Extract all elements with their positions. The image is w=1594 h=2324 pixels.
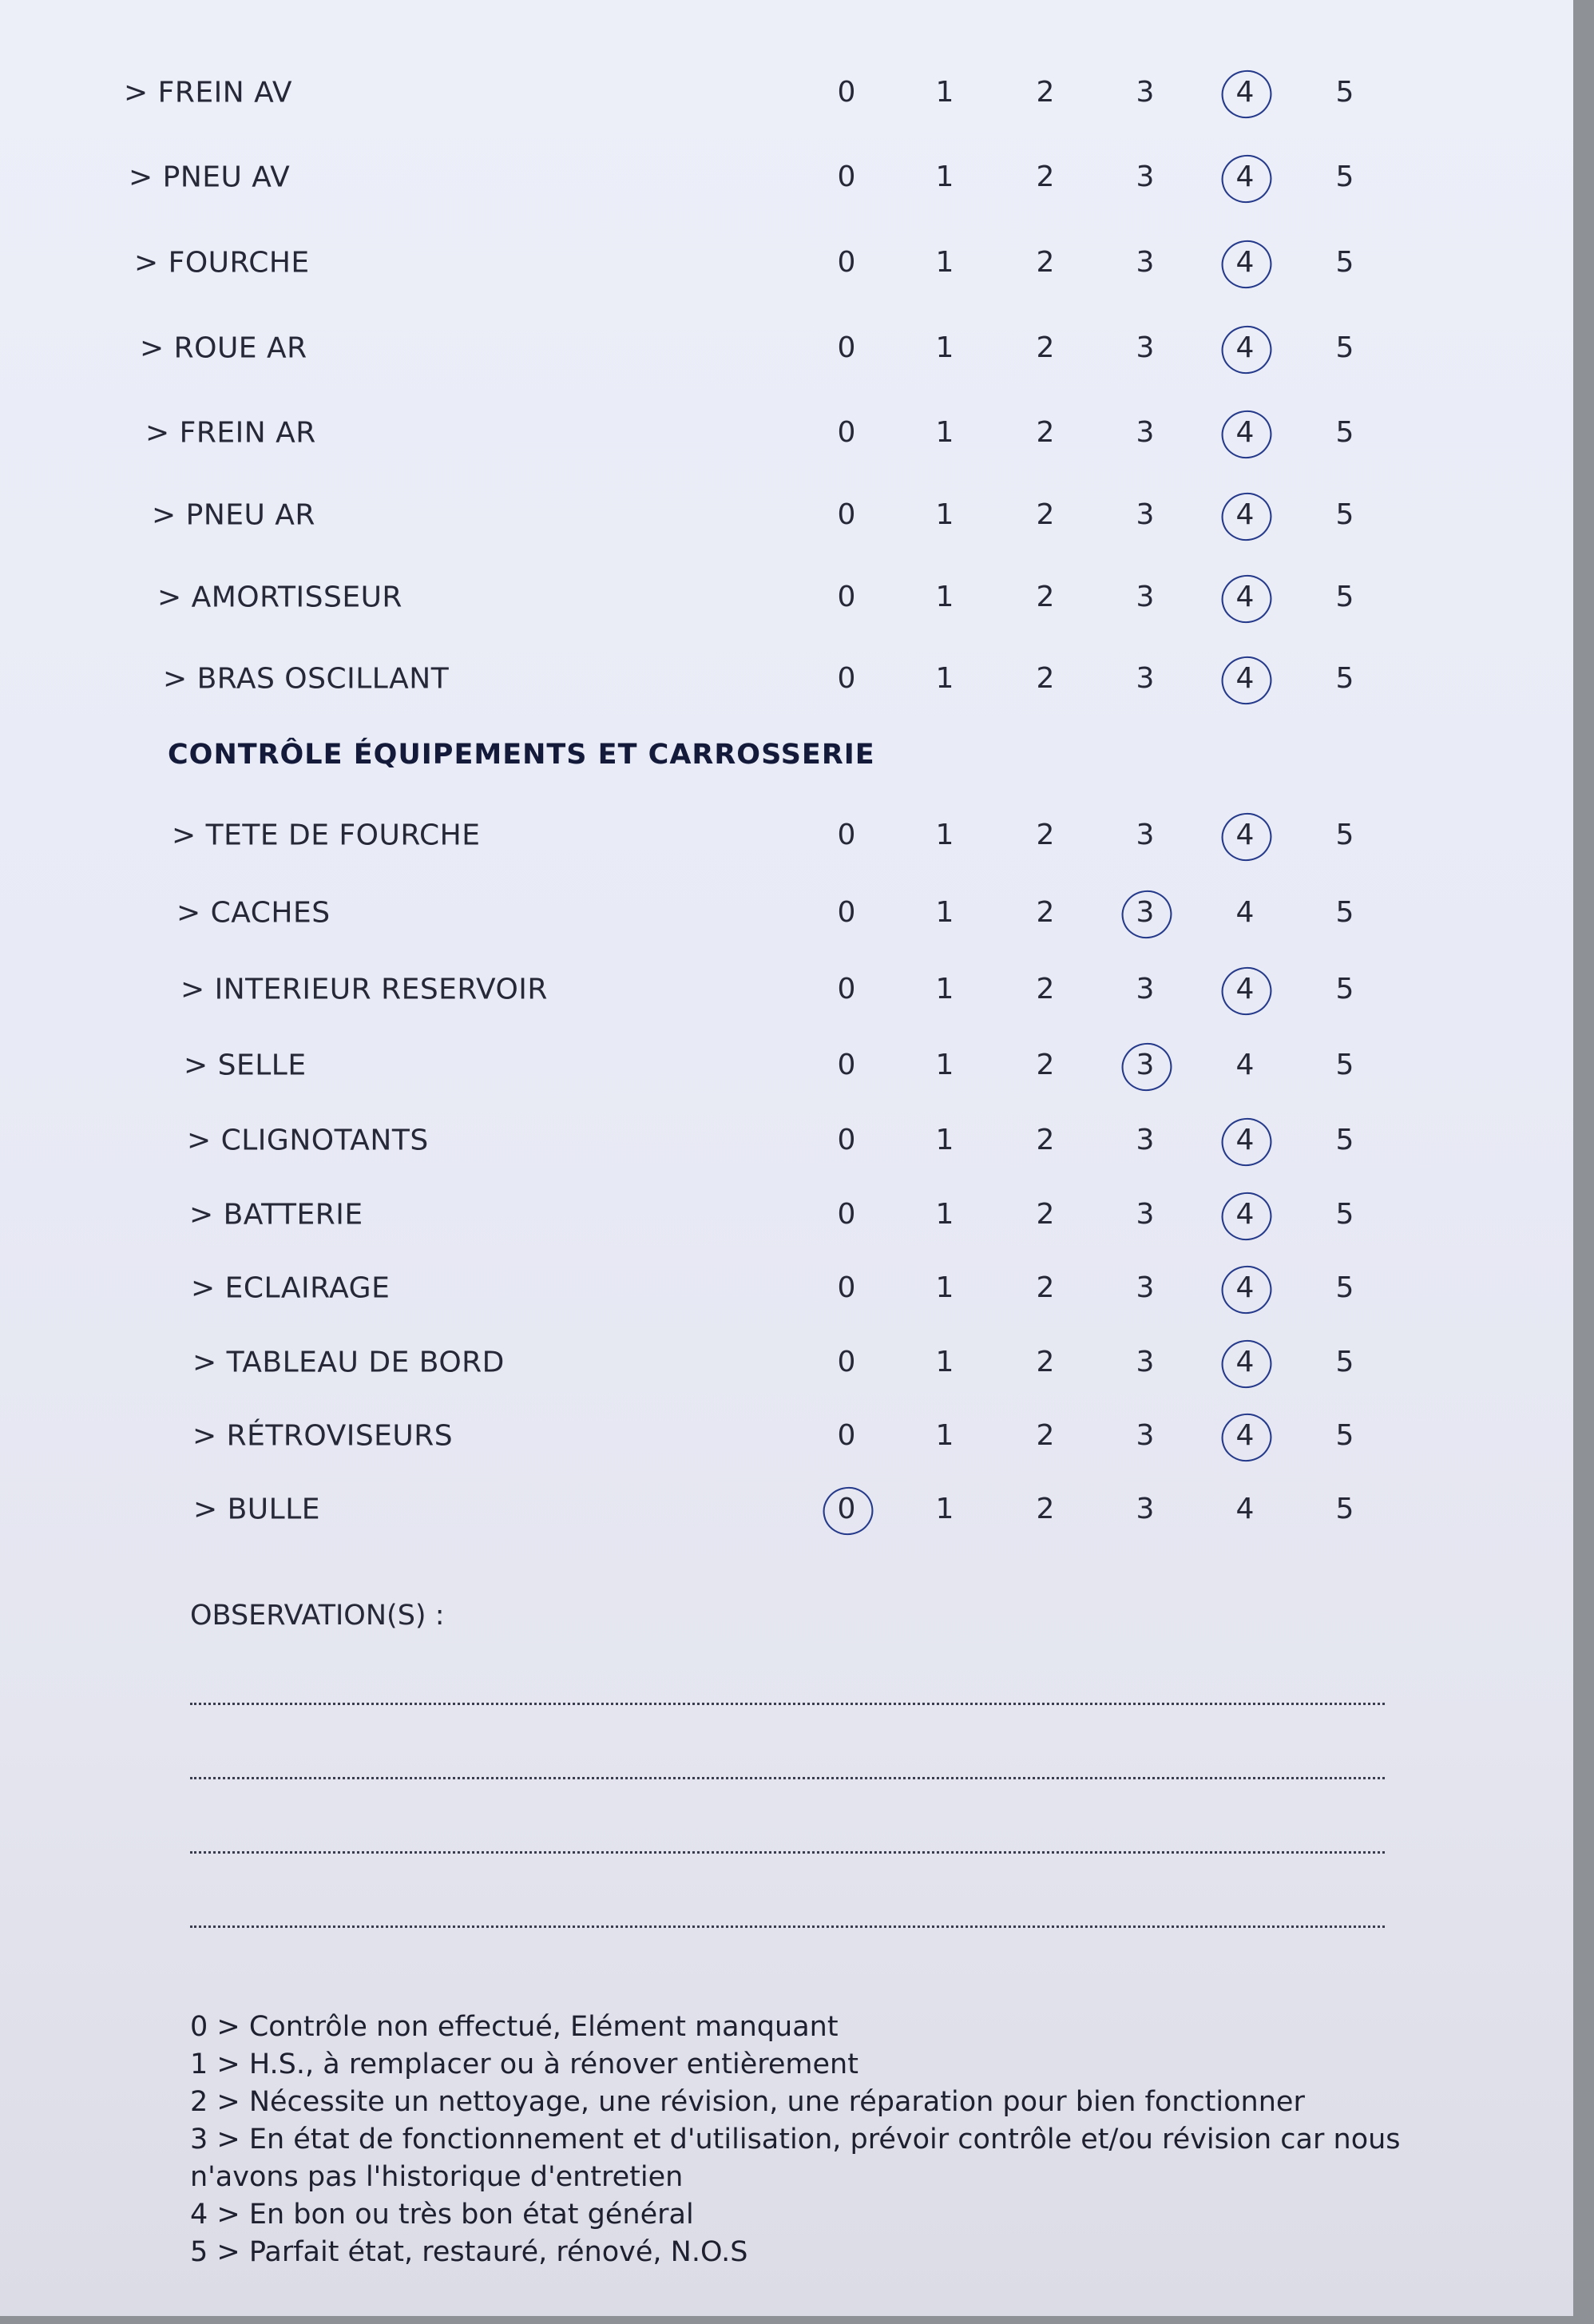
score-option-4[interactable]: 4 [1235, 1493, 1255, 1525]
legend-line: 4 > En bon ou très bon état général [190, 2199, 694, 2231]
inspection-row [0, 401, 1573, 465]
observation-line-3[interactable] [190, 1851, 1385, 1854]
inspection-row [0, 61, 1573, 125]
inspection-row [0, 1183, 1573, 1247]
row-label: > SELLE [184, 1049, 307, 1082]
score-option-3[interactable]: 3 [1136, 1346, 1155, 1378]
score-option-3[interactable]: 3 [1136, 1271, 1155, 1304]
inspection-row [0, 1108, 1573, 1172]
legend-line: 5 > Parfait état, restauré, rénové, N.O.S [190, 2236, 748, 2268]
score-option-4[interactable]: 4 [1221, 1412, 1269, 1460]
row-label: > CLIGNOTANTS [187, 1124, 429, 1157]
score-option-0[interactable]: 0 [837, 1419, 856, 1452]
score-option-5[interactable]: 5 [1335, 973, 1354, 1005]
score-option-0[interactable]: 0 [837, 819, 856, 851]
observations-label: OBSERVATION(S) : [190, 1600, 445, 1632]
score-option-3[interactable]: 3 [1136, 581, 1155, 613]
score-option-1[interactable]: 1 [935, 973, 954, 1005]
score-option-1[interactable]: 1 [935, 498, 954, 531]
legend-line: 1 > H.S., à remplacer ou à rénover entièrement [190, 2048, 858, 2080]
score-option-1[interactable]: 1 [935, 581, 954, 613]
score-option-5[interactable]: 5 [1335, 1198, 1354, 1231]
score-option-3[interactable]: 3 [1136, 416, 1155, 449]
score-option-4[interactable]: 4 [1235, 896, 1255, 929]
inspection-row [0, 316, 1573, 380]
legend-line: n'avons pas l'historique d'entretien [190, 2161, 684, 2193]
score-option-5[interactable]: 5 [1335, 896, 1354, 929]
score-option-3[interactable]: 3 [1121, 889, 1169, 937]
score-option-2[interactable]: 2 [1036, 1271, 1055, 1304]
row-label: > RÉTROVISEURS [192, 1419, 454, 1453]
score-option-3[interactable]: 3 [1136, 819, 1155, 851]
row-label: > PNEU AV [129, 161, 291, 194]
score-option-4[interactable]: 4 [1221, 239, 1269, 287]
score-option-2[interactable]: 2 [1036, 416, 1055, 449]
score-option-2[interactable]: 2 [1036, 161, 1055, 193]
inspection-row [0, 647, 1573, 711]
score-legend [190, 2009, 1436, 2271]
score-option-4[interactable]: 4 [1221, 1191, 1269, 1239]
row-label: > AMORTISSEUR [157, 581, 402, 614]
score-option-4[interactable]: 4 [1221, 1338, 1269, 1386]
observation-line-1[interactable] [190, 1703, 1385, 1705]
score-option-5[interactable]: 5 [1335, 819, 1354, 851]
score-option-4[interactable]: 4 [1221, 966, 1269, 1013]
row-label: > PNEU AR [152, 498, 315, 532]
score-option-0[interactable]: 0 [823, 1485, 870, 1533]
score-option-2[interactable]: 2 [1036, 1198, 1055, 1231]
score-option-5[interactable]: 5 [1335, 246, 1354, 279]
score-option-1[interactable]: 1 [935, 1493, 954, 1525]
score-option-5[interactable]: 5 [1335, 1049, 1354, 1081]
score-option-3[interactable]: 3 [1136, 76, 1155, 109]
row-label: > TABLEAU DE BORD [192, 1346, 505, 1379]
score-option-5[interactable]: 5 [1335, 662, 1354, 695]
score-option-3[interactable]: 3 [1136, 161, 1155, 193]
score-option-1[interactable]: 1 [935, 896, 954, 929]
score-option-3[interactable]: 3 [1136, 662, 1155, 695]
score-option-1[interactable]: 1 [935, 1124, 954, 1156]
score-option-3[interactable]: 3 [1136, 1493, 1155, 1525]
inspection-row [0, 1256, 1573, 1320]
score-option-1[interactable]: 1 [935, 1419, 954, 1452]
row-label: > INTERIEUR RESERVOIR [180, 973, 548, 1006]
score-option-3[interactable]: 3 [1136, 246, 1155, 279]
score-option-0[interactable]: 0 [837, 1271, 856, 1304]
score-option-2[interactable]: 2 [1036, 1493, 1055, 1525]
score-option-3[interactable]: 3 [1136, 1198, 1155, 1231]
score-option-2[interactable]: 2 [1036, 896, 1055, 929]
score-option-3[interactable]: 3 [1136, 498, 1155, 531]
inspection-row [0, 1331, 1573, 1394]
score-option-5[interactable]: 5 [1335, 1493, 1354, 1525]
score-option-0[interactable]: 0 [837, 581, 856, 613]
inspection-row [0, 1033, 1573, 1097]
score-option-2[interactable]: 2 [1036, 1124, 1055, 1156]
score-option-2[interactable]: 2 [1036, 331, 1055, 364]
score-option-0[interactable]: 0 [837, 1198, 856, 1231]
score-option-5[interactable]: 5 [1335, 416, 1354, 449]
score-option-4[interactable]: 4 [1221, 69, 1269, 117]
row-label: > FREIN AR [145, 416, 316, 450]
score-option-2[interactable]: 2 [1036, 662, 1055, 695]
score-option-4[interactable]: 4 [1235, 1049, 1255, 1081]
score-option-3[interactable]: 3 [1136, 1124, 1155, 1156]
score-option-0[interactable]: 0 [837, 1346, 856, 1378]
score-option-4[interactable]: 4 [1221, 409, 1269, 457]
score-option-5[interactable]: 5 [1335, 76, 1354, 109]
inspection-row [0, 881, 1573, 945]
score-option-1[interactable]: 1 [935, 246, 954, 279]
section-title: CONTRÔLE ÉQUIPEMENTS ET CARROSSERIE [168, 739, 875, 771]
row-label: > CACHES [176, 896, 331, 930]
inspection-row [0, 1404, 1573, 1468]
score-option-2[interactable]: 2 [1036, 76, 1055, 109]
score-option-0[interactable]: 0 [837, 1049, 856, 1081]
legend-line: 0 > Contrôle non effectué, Elément manquant [190, 2011, 839, 2043]
score-option-0[interactable]: 0 [837, 1124, 856, 1156]
score-option-0[interactable]: 0 [837, 973, 856, 1005]
score-option-1[interactable]: 1 [935, 1271, 954, 1304]
score-option-0[interactable]: 0 [837, 416, 856, 449]
inspection-row [0, 803, 1573, 867]
score-option-0[interactable]: 0 [837, 76, 856, 109]
score-option-0[interactable]: 0 [837, 161, 856, 193]
score-option-5[interactable]: 5 [1335, 1124, 1354, 1156]
score-option-4[interactable]: 4 [1221, 1264, 1269, 1312]
score-option-5[interactable]: 5 [1335, 581, 1354, 613]
inspection-row [0, 958, 1573, 1021]
row-label: > BRAS OSCILLANT [163, 662, 450, 696]
score-option-5[interactable]: 5 [1335, 1419, 1354, 1452]
score-option-2[interactable]: 2 [1036, 246, 1055, 279]
row-label: > ROUE AR [140, 331, 307, 365]
score-option-1[interactable]: 1 [935, 331, 954, 364]
score-option-1[interactable]: 1 [935, 1049, 954, 1081]
score-option-3[interactable]: 3 [1136, 1419, 1155, 1452]
score-option-1[interactable]: 1 [935, 819, 954, 851]
score-option-4[interactable]: 4 [1221, 491, 1269, 539]
score-option-0[interactable]: 0 [837, 498, 856, 531]
inspection-row [0, 145, 1573, 209]
inspection-row [0, 565, 1573, 629]
score-option-0[interactable]: 0 [837, 246, 856, 279]
score-option-2[interactable]: 2 [1036, 581, 1055, 613]
score-option-3[interactable]: 3 [1121, 1041, 1169, 1089]
score-option-2[interactable]: 2 [1036, 1049, 1055, 1081]
score-option-4[interactable]: 4 [1221, 811, 1269, 859]
score-option-2[interactable]: 2 [1036, 498, 1055, 531]
score-option-5[interactable]: 5 [1335, 498, 1354, 531]
score-option-0[interactable]: 0 [837, 331, 856, 364]
score-option-1[interactable]: 1 [935, 76, 954, 109]
score-option-5[interactable]: 5 [1335, 1271, 1354, 1304]
score-option-4[interactable]: 4 [1221, 324, 1269, 372]
score-option-0[interactable]: 0 [837, 896, 856, 929]
score-option-5[interactable]: 5 [1335, 331, 1354, 364]
row-label: > BULLE [193, 1493, 321, 1526]
score-option-1[interactable]: 1 [935, 161, 954, 193]
score-option-5[interactable]: 5 [1335, 161, 1354, 193]
observation-line-2[interactable] [190, 1777, 1385, 1779]
inspection-row [0, 1477, 1573, 1541]
legend-line: 3 > En état de fonctionnement et d'utilisation, prévoir contrôle et/ou révision car nous [190, 2124, 1401, 2155]
row-label: > BATTERIE [189, 1198, 363, 1231]
score-option-4[interactable]: 4 [1221, 153, 1269, 201]
score-option-2[interactable]: 2 [1036, 973, 1055, 1005]
score-option-1[interactable]: 1 [935, 662, 954, 695]
row-label: > FREIN AV [124, 76, 293, 109]
row-label: > TETE DE FOURCHE [172, 819, 481, 852]
row-label: > FOURCHE [134, 246, 310, 280]
score-option-4[interactable]: 4 [1221, 573, 1269, 621]
row-label: > ECLAIRAGE [191, 1271, 391, 1305]
score-option-4[interactable]: 4 [1221, 1116, 1269, 1164]
inspection-row [0, 231, 1573, 295]
score-option-1[interactable]: 1 [935, 1346, 954, 1378]
inspection-row [0, 483, 1573, 547]
legend-line: 2 > Nécessite un nettoyage, une révision, une réparation pour bien fonctionner [190, 2086, 1305, 2118]
score-option-2[interactable]: 2 [1036, 1346, 1055, 1378]
observation-line-4[interactable] [190, 1925, 1385, 1928]
score-option-1[interactable]: 1 [935, 416, 954, 449]
score-option-3[interactable]: 3 [1136, 331, 1155, 364]
score-option-1[interactable]: 1 [935, 1198, 954, 1231]
score-option-5[interactable]: 5 [1335, 1346, 1354, 1378]
score-option-0[interactable]: 0 [837, 662, 856, 695]
score-option-4[interactable]: 4 [1221, 655, 1269, 703]
score-option-2[interactable]: 2 [1036, 819, 1055, 851]
score-option-2[interactable]: 2 [1036, 1419, 1055, 1452]
score-option-3[interactable]: 3 [1136, 973, 1155, 1005]
